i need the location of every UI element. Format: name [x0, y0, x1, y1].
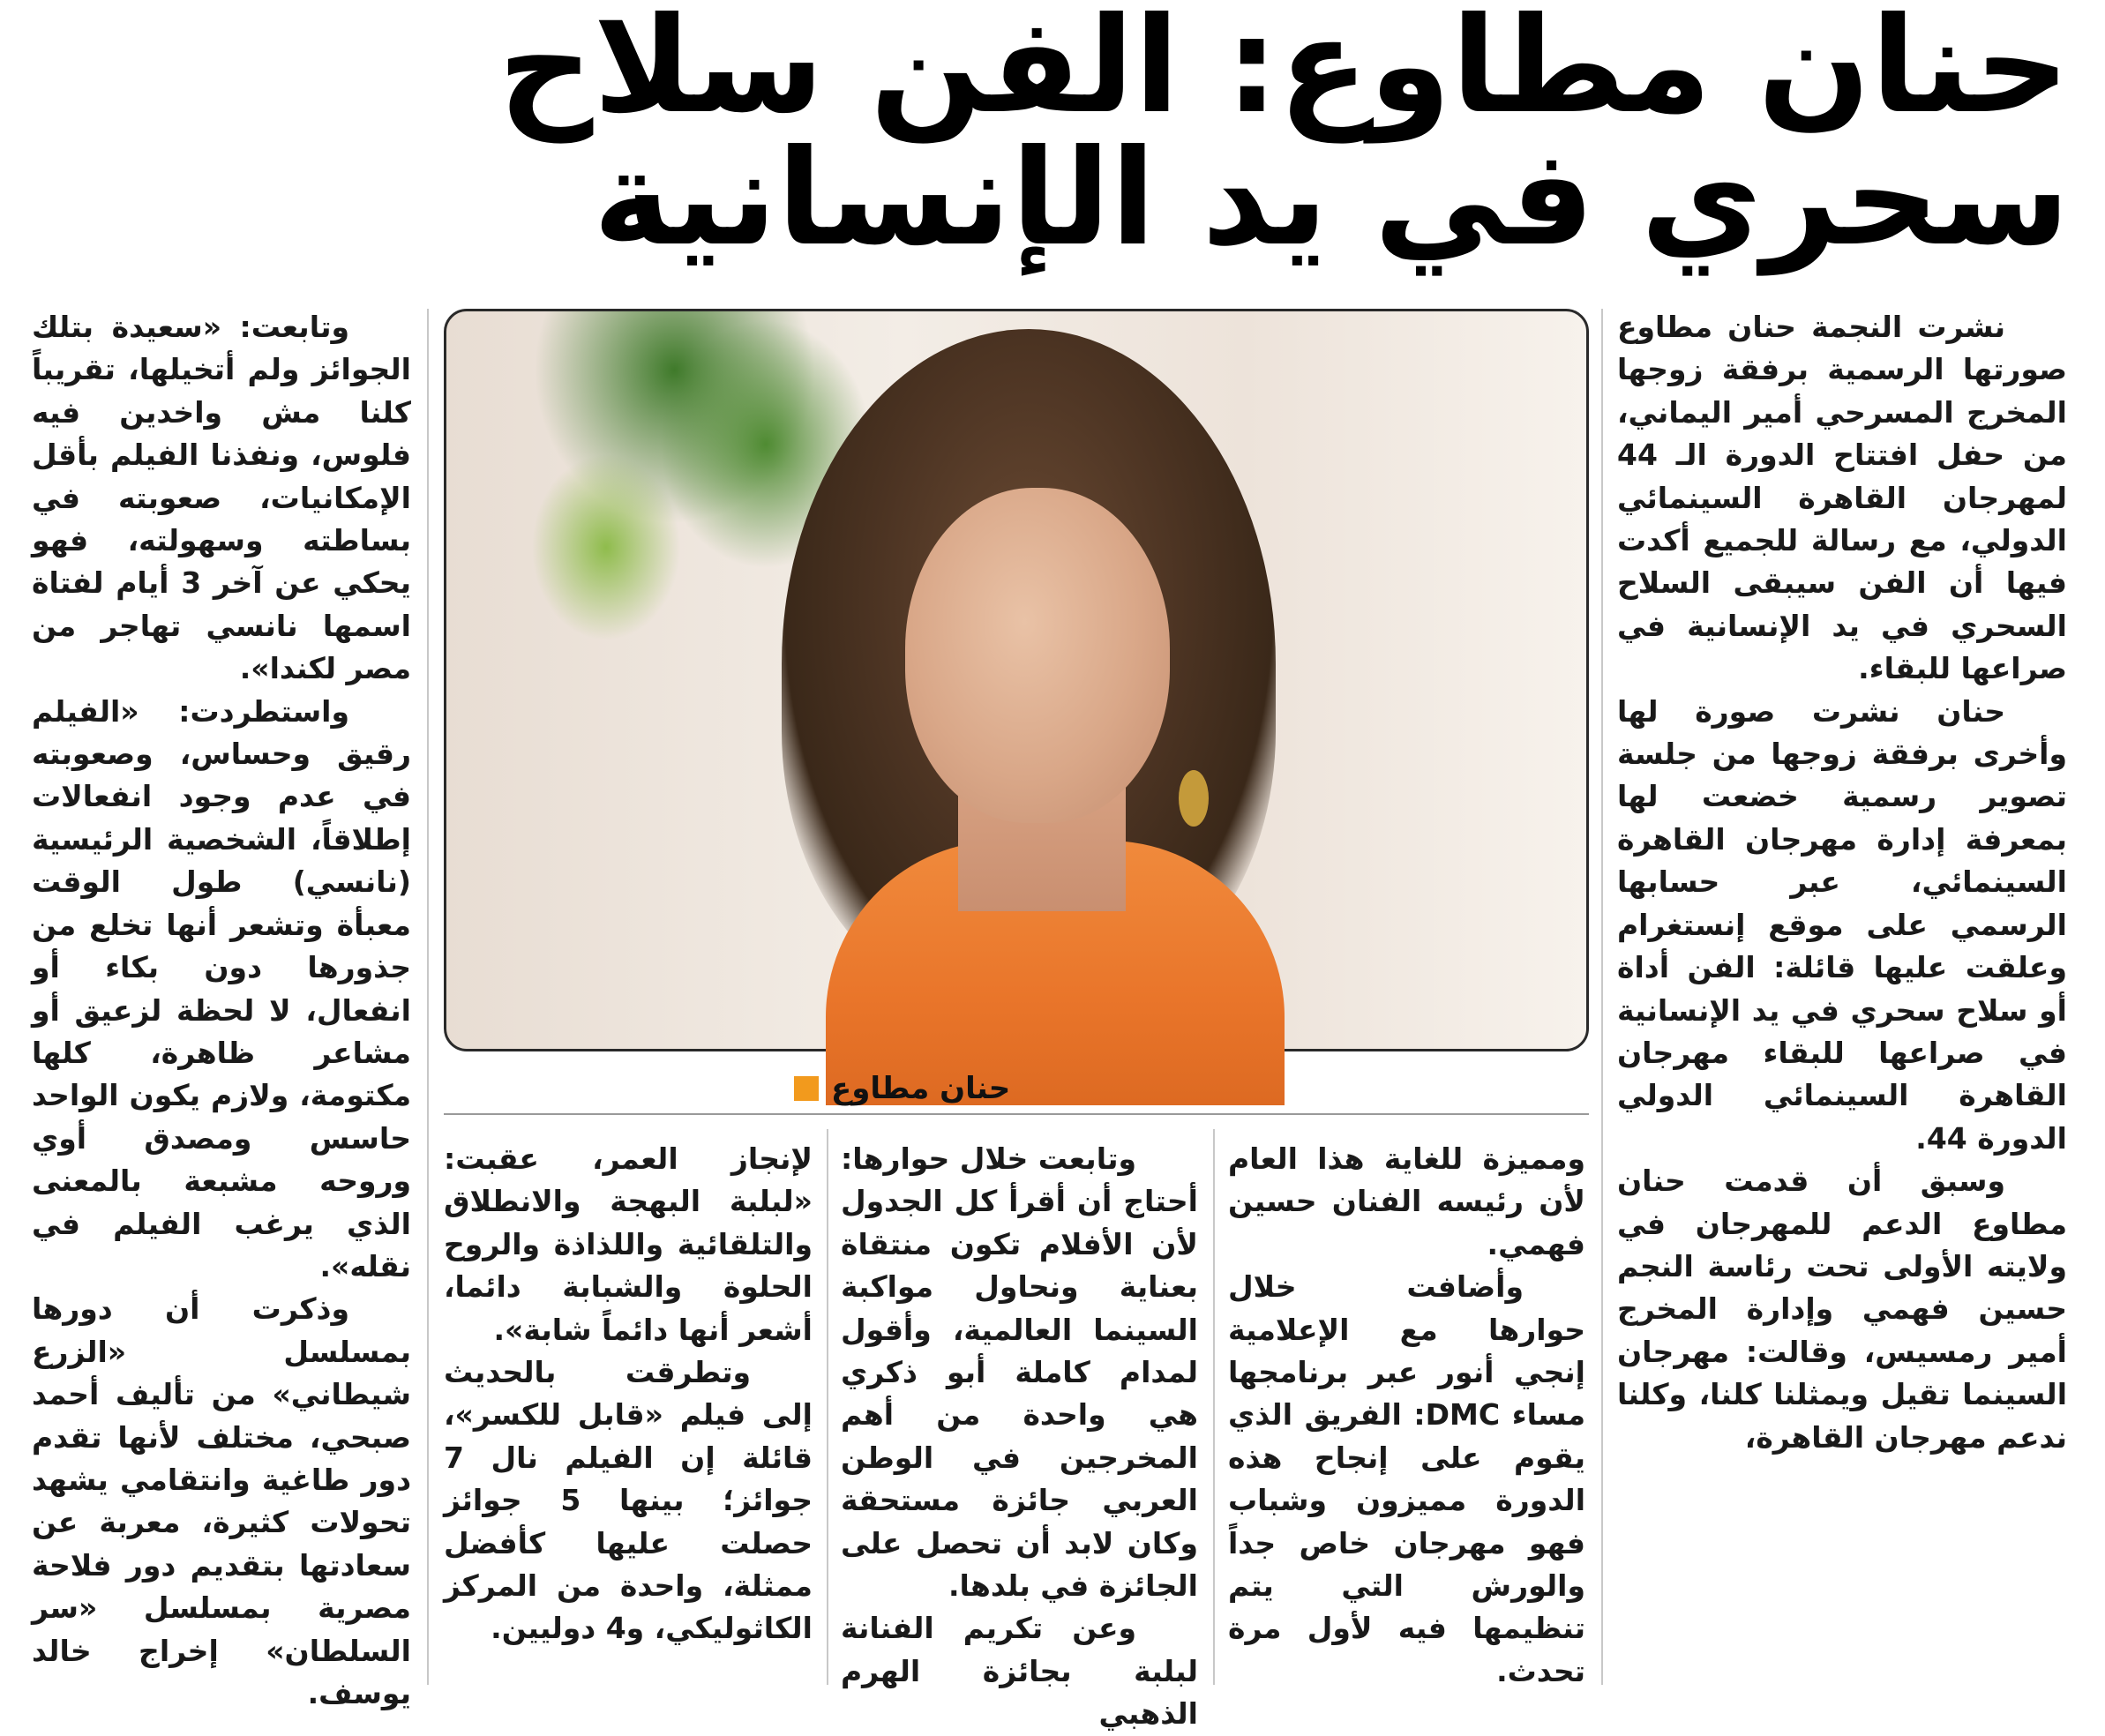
column-bottom-1-paragraph: وأضافت خلال حوارها مع الإعلامية إنجي أنور عبر برنامجها مساء DMC: الفريق الذي يقوم على إنجاح هذه الدورة مميزون وشباب فهو مهرجان خاص جداً والورش التي يتم تنظيمها فيه لأول مرة تحدث.: [1228, 1269, 1585, 1688]
column-bottom-3-paragraph: وتطرقت بالحديث إلى فيلم «قابل للكسر»، قائلة إن الفيلم نال 7 جوائز؛ بينها 5 جوائز حصلت عليها كأفضل ممثلة، واحدة من المركز الكاثوليكي، و4 دوليين.: [444, 1355, 813, 1646]
column-left-paragraph: وذكرت أن دورها بمسلسل «الزرع شيطاني» من تأليف أحمد صبحي، مختلف لأنها تقدم دور طاغية وانتقامي يشهد تحولات كثيرة، معربة عن سعادتها بتقديم دور فلاحة مصرية بمسلسل «سر السلطان» إخراج خالد يوسف.: [32, 1291, 411, 1710]
column-left-paragraph: واستطردت: «الفيلم رقيق وحساس، وصعوبته في عدم وجود انفعالات إطلاقاً، الشخصية الرئيسية (نانسي) طول الوقت معبأة وتشعر أنها تخلع من جذورها دون بكاء أو انفعال، لا لحظة لزعيق أو مشاعر ظاهرة، كلها مكتومة، ولازم يكون الواحد حاسس ومصدق أوي وروحه مشبعة بالمعنى الذي يرغب الفيلم في نقله».: [32, 693, 411, 1283]
column-right: [1617, 306, 2067, 1687]
caption-divider: [444, 1113, 1589, 1115]
photo-face: [905, 488, 1170, 823]
column-right-paragraph: نشرت النجمة حنان مطاوع صورتها الرسمية برفقة زوجها المخرج المسرحي أمير اليماني، من حفل افتتاح الدورة الـ 44 لمهرجان القاهرة السينمائي الدولي، مع رسالة للجميع أكدت فيها أن الفن سيبقى السلاح السحري في يد الإنسانية في صراعها للبقاء.: [1617, 310, 2067, 686]
column-bottom-3: [444, 1138, 813, 1685]
caption-square-icon: [794, 1076, 819, 1101]
column-left: [32, 306, 411, 1710]
column-right-paragraph: وسبق أن قدمت حنان مطاوع الدعم للمهرجان في ولايته الأولى تحت رئاسة النجم حسين فهمي وإدارة المخرج أمير رمسيس، وقالت: مهرجان السينما تقيل ويمثلنا كلنا، وكلنا ندعم مهرجان القاهرة،: [1617, 1164, 2067, 1455]
column-divider: [1213, 1129, 1215, 1685]
column-divider: [827, 1129, 828, 1685]
photo-caption: [794, 1069, 1147, 1108]
column-bottom-2-paragraph: وعن تكريم الفنانة لبلبة بجائزة الهرم الذهبي: [841, 1611, 1198, 1732]
column-bottom-2-paragraph: وتابعت خلال حوارها: أحتاج أن أقرأ كل الجدول لأن الأفلام تكون منتقاة بعناية ونحاول مواكبة السينما العالمية، وأقول لمدام كاملة أبو ذكري هي واحدة من أهم المخرجين في الوطن العربي جائزة مستحقة وكان لابد أن تحصل على الجائزة في بلدها.: [841, 1141, 1198, 1604]
column-bottom-1: [1228, 1138, 1585, 1688]
photo-earring: [1179, 770, 1209, 827]
column-bottom-1-paragraph: ومميزة للغاية هذا العام لأن رئيسه الفنان حسين فهمي.: [1228, 1141, 1585, 1261]
column-bottom-2: [841, 1138, 1198, 1732]
column-bottom-3-paragraph: لإنجاز العمر، عقبت: «لبلبة البهجة والانطلاق والتلقائية واللذاذة والروح الحلوة والشبابة دائما، أشعر أنها دائماً شابة».: [444, 1141, 813, 1347]
column-divider: [1601, 309, 1603, 1685]
article-photo: [444, 309, 1589, 1051]
caption-text: حنان مطاوع: [831, 1071, 1011, 1106]
headline: حنان مطاوع: الفن سلاح سحري في يد الإنسانية: [498, 0, 2070, 275]
column-divider: [427, 309, 429, 1685]
column-left-paragraph: وتابعت: «سعيدة بتلك الجوائز ولم أتخيلها، تقريباً كلنا مش واخدين فيه فلوس، ونفذنا الفيلم بأقل الإمكانيات، صعوبته في بساطته وسهولته، فهو يحكي عن آخر 3 أيام لفتاة اسمها نانسي تهاجر من مصر لكندا».: [32, 310, 411, 686]
column-right-paragraph: حنان نشرت صورة لها وأخرى برفقة زوجها من جلسة تصوير رسمية خضعت لها بمعرفة إدارة مهرجان القاهرة السينمائي، عبر حسابها الرسمي على موقع إنستغرام وعلقت عليها قائلة: الفن أداة أو سلاح سحري في يد الإنسانية في صراعها للبقاء مهرجان القاهرة السينمائي الدولي الدورة 44.: [1617, 693, 2067, 1156]
